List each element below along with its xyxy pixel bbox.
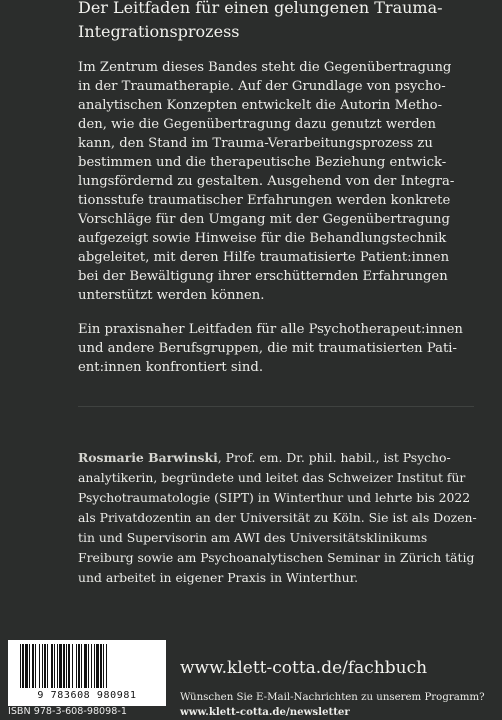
- barcode-bar: [88, 644, 89, 688]
- barcode-bar: [29, 644, 30, 688]
- bio-first-line: [78, 448, 498, 468]
- barcode-bar: [63, 644, 65, 688]
- barcode: [8, 640, 166, 706]
- newsletter-question: Wünschen Sie E-Mail-Nachrichten zu unserem Programm?: [180, 692, 485, 703]
- description-paragraph: [78, 58, 474, 305]
- text-line: analytikerin, begründete und leitet das Schweizer Institut für: [78, 470, 466, 485]
- text-line: tin und Supervisorin am AWI des Universitätsklinikums: [78, 530, 428, 545]
- author-bio: [78, 448, 498, 588]
- barcode-bar: [44, 644, 46, 688]
- barcode-bar: [20, 644, 21, 688]
- barcode-bar: [81, 644, 82, 688]
- barcode-bar: [39, 644, 40, 688]
- text-line: kann, den Stand im Trauma-Verarbeitungsprozess zu: [78, 136, 433, 151]
- author-name: Rosmarie Barwinski: [78, 450, 218, 465]
- section-divider: [78, 406, 474, 407]
- barcode-bar: [91, 644, 92, 688]
- text-line: Vorschläge für den Umgang mit der Gegenübertragung: [78, 212, 450, 227]
- barcode-bar: [94, 644, 95, 688]
- text-line: unterstützt werden können.: [78, 288, 265, 303]
- text-line: ent:innen konfrontiert sind.: [78, 360, 264, 375]
- barcode-bar: [84, 644, 87, 688]
- headline-line-1: Der Leitfaden für einen gelungenen Trauma-: [78, 0, 443, 17]
- barcode-bar: [59, 644, 62, 688]
- text-line: Freiburg sowie am Psychoanalytischen Seminar in Zürich tätig: [78, 550, 475, 565]
- barcode-bar: [96, 644, 99, 688]
- isbn-number: ISBN 978-3-608-98098-1: [8, 706, 127, 717]
- barcode-bar: [54, 644, 55, 688]
- barcode-digits: 9 783608 980981: [37, 690, 137, 701]
- newsletter-link[interactable]: www.klett-cotta.de/newsletter: [180, 706, 350, 718]
- text-line: Psychotraumatologie (SIPT) in Winterthur und lehrte bis 2022: [78, 490, 471, 505]
- barcode-bar: [42, 644, 43, 688]
- text-line: aufgezeigt sowie Hinweise für die Behandlungstechnik: [78, 231, 447, 246]
- barcode-bar: [78, 644, 80, 688]
- barcode-bar: [25, 644, 28, 688]
- barcode-bar: [51, 644, 53, 688]
- barcode-bar: [106, 644, 107, 688]
- barcode-bar: [47, 644, 48, 688]
- text-line: bei der Bewältigung ihrer erschütternden Erfahrungen: [78, 269, 448, 284]
- bio-first-line-rest: , Prof. em. Dr. phil. habil., ist Psycho-: [217, 450, 451, 465]
- text-line: und arbeitet in eigener Praxis in Winterthur.: [78, 570, 359, 585]
- text-line: als Privatdozentin an der Universität zu Köln. Sie ist als Dozen-: [78, 510, 477, 525]
- text-line: Im Zentrum dieses Bandes steht die Gegenübertragung: [78, 60, 452, 75]
- text-line: tionsstufe traumatischer Erfahrungen werden konkrete: [78, 193, 451, 208]
- text-line: analytischen Konzepten entwickelt die Autorin Metho-: [78, 98, 443, 113]
- headline-line-2: Integrationsprozess: [78, 22, 240, 41]
- barcode-bar: [100, 644, 102, 688]
- barcode-bar: [32, 644, 34, 688]
- barcode-bar: [68, 644, 70, 688]
- audience-paragraph: [78, 320, 474, 377]
- barcode-bar: [72, 644, 73, 688]
- barcode-bar: [57, 644, 58, 688]
- text-line: in der Traumatherapie. Auf der Grundlage von psycho-: [78, 79, 446, 94]
- barcode-bar: [35, 644, 36, 688]
- text-line: und andere Berufsgruppen, die mit traumatisierten Pati-: [78, 341, 457, 356]
- text-line: Ein praxisnaher Leitfaden für alle Psychotherapeut:innen: [78, 322, 463, 337]
- barcode-bar: [76, 644, 77, 688]
- barcode-bar: [103, 644, 104, 688]
- headline: [78, 0, 478, 44]
- website-link[interactable]: www.klett-cotta.de/fachbuch: [180, 658, 428, 678]
- text-line: bestimmen und die therapeutische Beziehung entwick-: [78, 155, 447, 170]
- text-line: den, wie die Gegenübertragung dazu genutzt werden: [78, 117, 436, 132]
- text-line: abgeleitet, mit deren Hilfe traumatisierte Patient:innen: [78, 250, 450, 265]
- newsletter-note: [180, 690, 500, 720]
- barcode-bar: [66, 644, 67, 688]
- barcode-bar: [22, 644, 24, 688]
- text-line: lungsfördernd zu gestalten. Ausgehend von der Integra-: [78, 174, 455, 189]
